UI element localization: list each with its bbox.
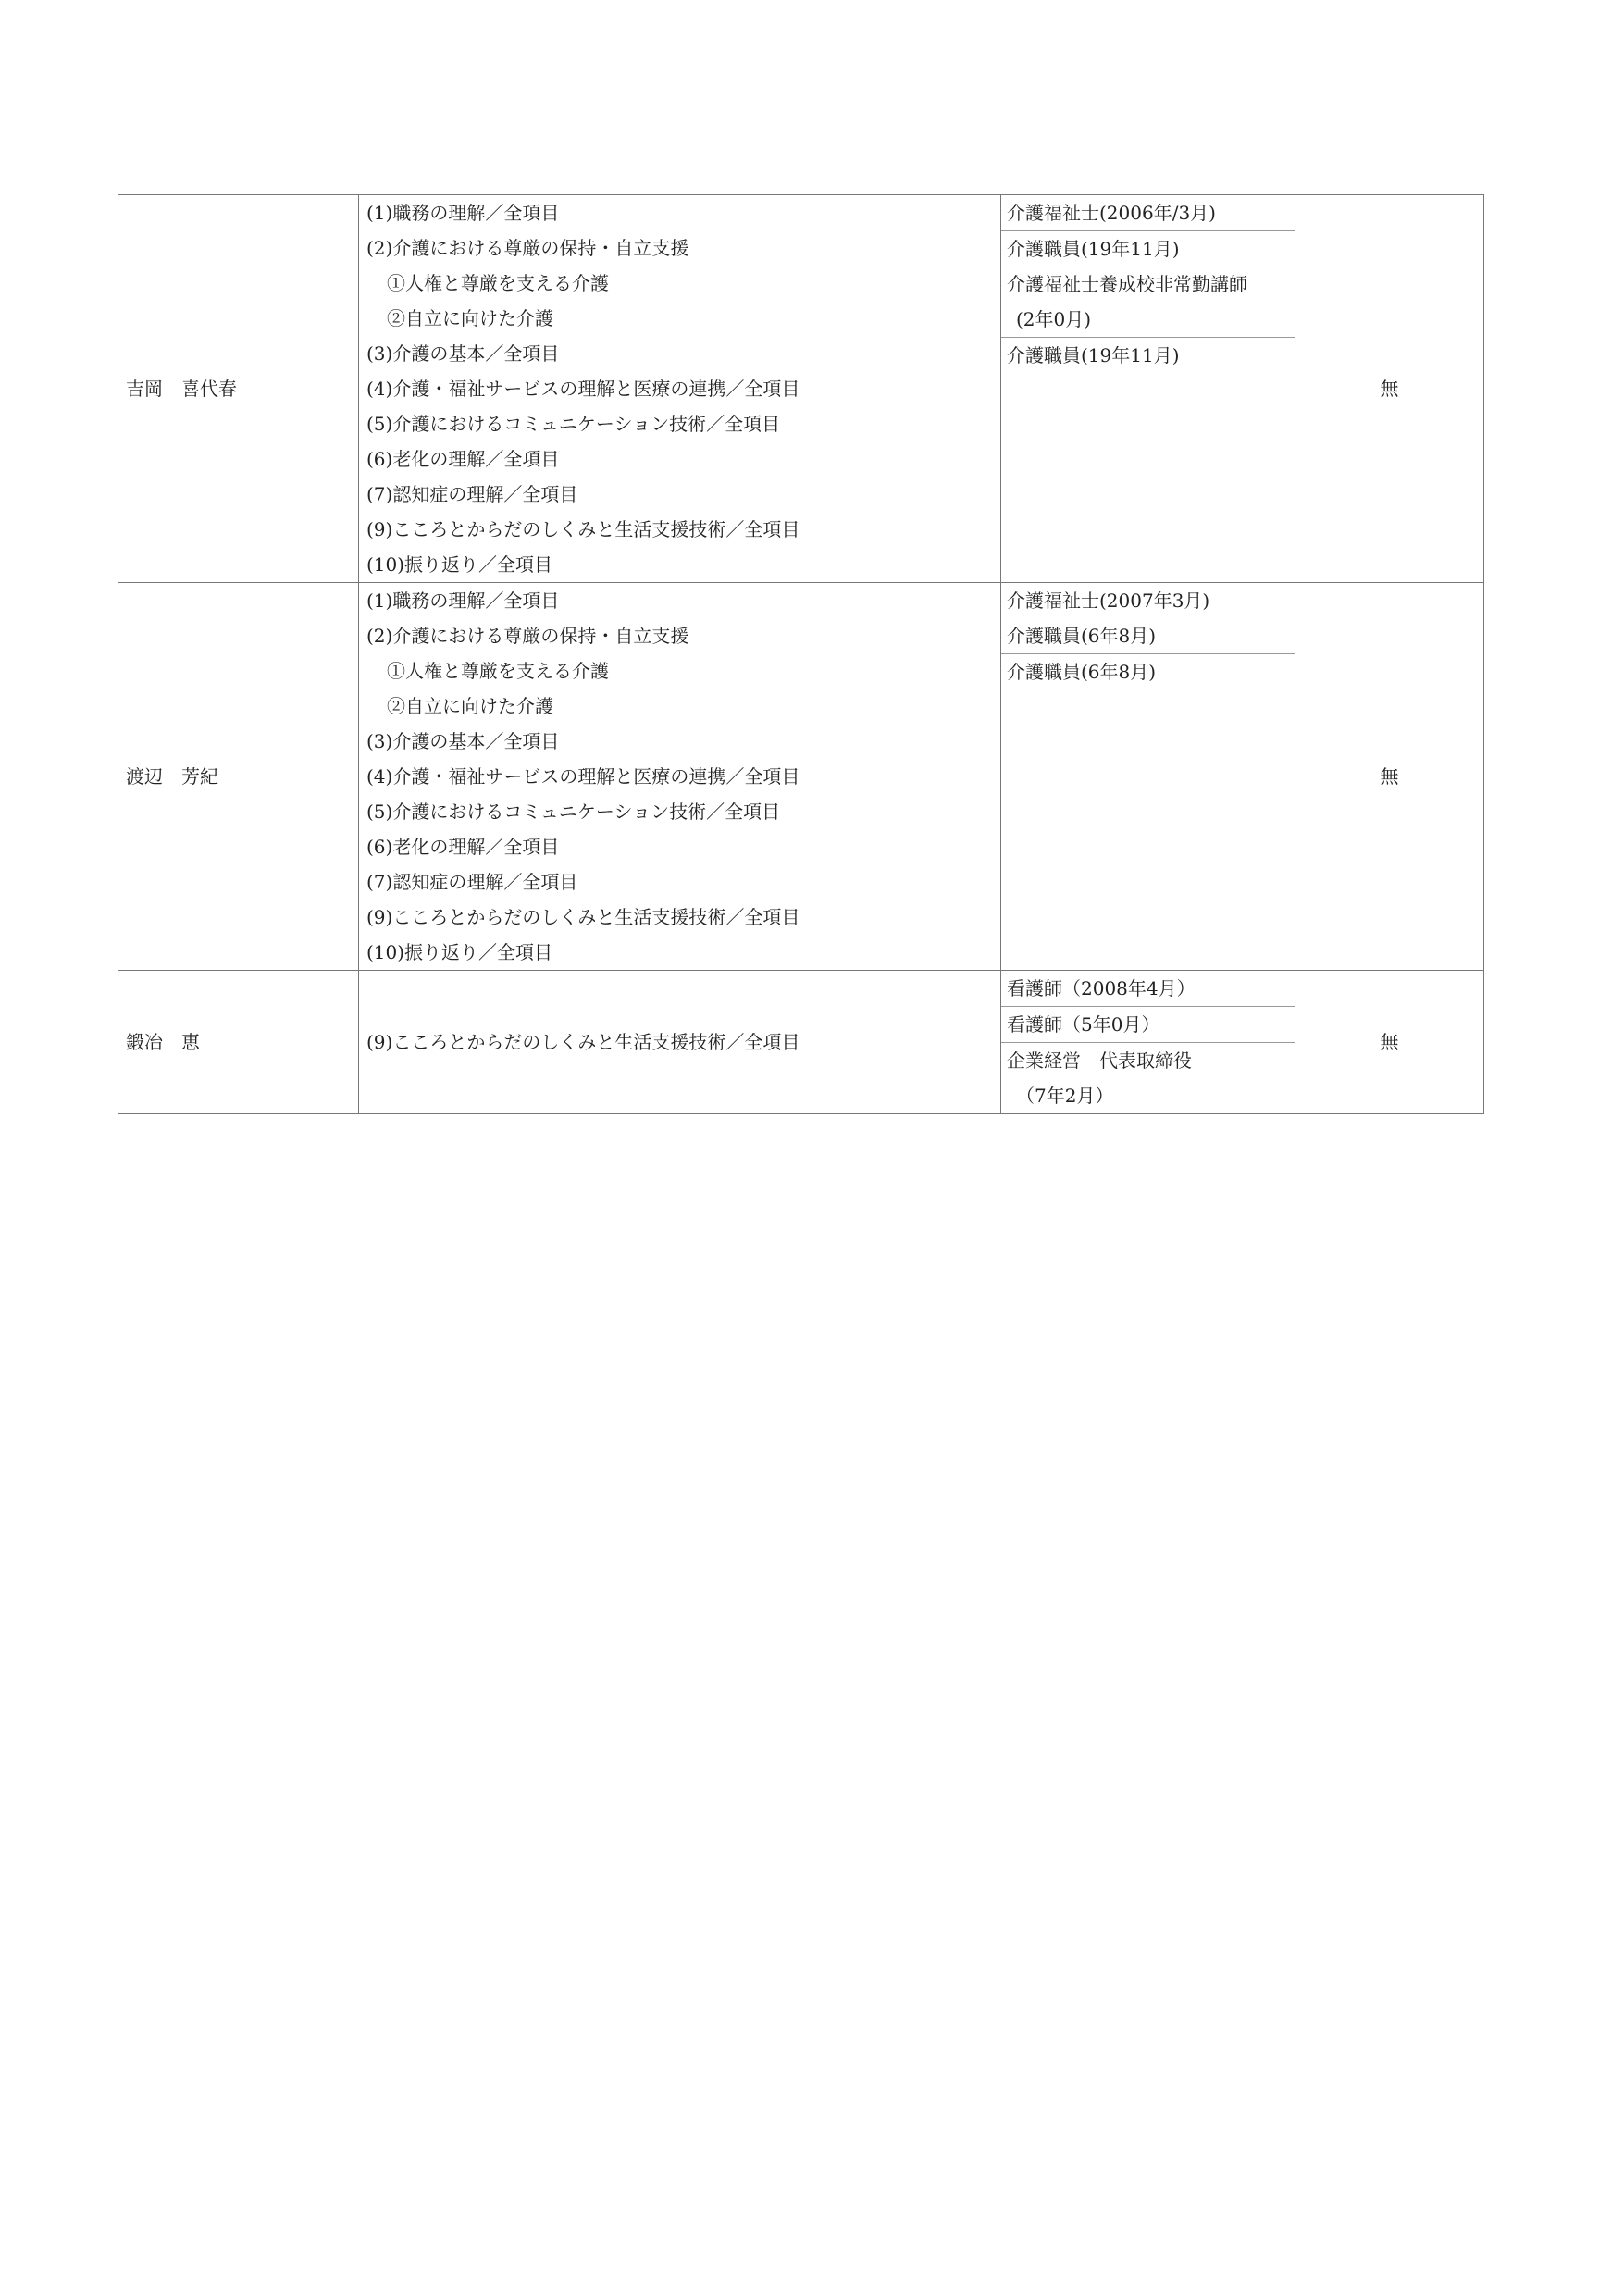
qualification-block (1001, 654, 1295, 689)
subject-list (359, 971, 1001, 1114)
subject-subitem: ②自立に向けた介護 (387, 307, 553, 329)
subject-item: (2)介護における尊厳の保持・自立支援 (366, 237, 689, 259)
qualification-line: 介護福祉士養成校非常勤講師 (1007, 273, 1247, 295)
subject-item: (2)介護における尊厳の保持・自立支援 (366, 625, 689, 647)
qualification-line: （7年2月） (1016, 1085, 1114, 1107)
qualification-line: 看護師（5年0月） (1007, 1013, 1160, 1036)
subject-item: (9)こころとからだのしくみと生活支援技術／全項目 (366, 1031, 800, 1053)
qualification-line: (2年0月) (1016, 308, 1092, 330)
qualification-list (1001, 971, 1295, 1114)
qualification-line: 介護職員(6年8月) (1007, 625, 1157, 647)
subject-item: (4)介護・福祉サービスの理解と医療の連携／全項目 (366, 378, 800, 400)
subject-item: (7)認知症の理解／全項目 (366, 871, 578, 893)
instructor-row (118, 971, 1484, 1114)
subject-item: (9)こころとからだのしくみと生活支援技術／全項目 (366, 518, 800, 540)
qualification-line: 看護師（2008年4月） (1007, 977, 1196, 999)
subject-item: (3)介護の基本／全項目 (366, 730, 560, 752)
subject-item: (6)老化の理解／全項目 (366, 836, 560, 858)
subject-item: (1)職務の理解／全項目 (366, 202, 560, 224)
subject-subitem: ①人権と尊厳を支える介護 (387, 272, 609, 294)
subject-subitem: ②自立に向けた介護 (387, 695, 553, 717)
qualification-block (1001, 971, 1295, 1007)
subject-item: (9)こころとからだのしくみと生活支援技術／全項目 (366, 906, 800, 928)
qualification-block (1001, 338, 1295, 373)
subject-item: (10)振り返り／全項目 (366, 553, 553, 576)
status-value: 無 (1295, 583, 1484, 971)
qualification-line: 企業経営 代表取締役 (1007, 1049, 1192, 1072)
qualification-list (1001, 195, 1295, 583)
qualification-block (1001, 1043, 1295, 1113)
qualification-list (1001, 583, 1295, 971)
subject-item: (3)介護の基本／全項目 (366, 342, 560, 365)
status-value: 無 (1295, 971, 1484, 1114)
instructor-name: 吉岡 喜代春 (118, 195, 359, 583)
subject-list (359, 195, 1001, 583)
subject-item: (10)振り返り／全項目 (366, 941, 553, 963)
subject-item: (5)介護におけるコミュニケーション技術／全項目 (366, 800, 781, 823)
instructor-table (118, 194, 1484, 1114)
qualification-block (1001, 1007, 1295, 1043)
qualification-block (1001, 231, 1295, 338)
subject-item: (4)介護・福祉サービスの理解と医療の連携／全項目 (366, 765, 800, 788)
subject-item: (1)職務の理解／全項目 (366, 590, 560, 612)
instructor-row (118, 195, 1484, 583)
subject-item: (6)老化の理解／全項目 (366, 448, 560, 470)
status-value: 無 (1295, 195, 1484, 583)
qualification-line: 介護福祉士(2007年3月) (1007, 590, 1210, 612)
subject-subitem: ①人権と尊厳を支える介護 (387, 660, 609, 682)
instructor-table-body (118, 195, 1484, 1114)
qualification-block (1001, 195, 1295, 231)
instructor-name: 鍛冶 恵 (118, 971, 359, 1114)
subject-item: (7)認知症の理解／全項目 (366, 483, 578, 505)
qualification-line: 介護職員(6年8月) (1007, 661, 1157, 683)
qualification-block (1001, 583, 1295, 654)
instructor-name: 渡辺 芳紀 (118, 583, 359, 971)
subject-list (359, 583, 1001, 971)
subject-item: (5)介護におけるコミュニケーション技術／全項目 (366, 413, 781, 435)
instructor-row (118, 583, 1484, 971)
qualification-line: 介護職員(19年11月) (1007, 238, 1180, 260)
qualification-line: 介護職員(19年11月) (1007, 344, 1180, 366)
qualification-line: 介護福祉士(2006年/3月) (1007, 202, 1216, 224)
